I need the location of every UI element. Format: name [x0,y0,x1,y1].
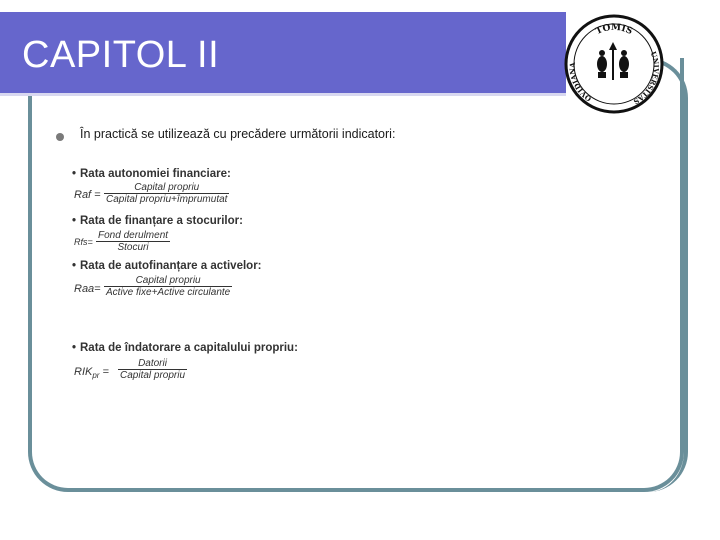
fraction-numerator: Capital propriu [104,275,232,287]
fraction-denominator: Active fixe+Active circulante [106,287,231,298]
indicator-fraction [104,182,229,205]
fraction-denominator: Stocuri [117,242,149,253]
indicator-fraction [118,358,187,381]
indicator-heading: • Rata de autofinanțare a activelor: [72,260,262,272]
indicator-lhs: Rfs= [74,237,93,247]
fraction-numerator: Datorii [118,358,187,370]
indicator-heading: • Rata de finanțare a stocurilor: [72,215,243,227]
lead-text: În practică se utilizează cu precădere următorii indicatori: [80,127,396,141]
indicator-lhs: Raa= [74,283,101,295]
fraction-denominator: Capital propriu+împrumutat [106,194,228,205]
title-underline [0,93,566,96]
seal-text-top: TOMIS [594,22,634,38]
slide-title: CAPITOL II [22,34,220,76]
indicator-fraction [104,275,232,298]
fraction-numerator: Fond derulment [98,230,169,241]
indicator-fraction [96,230,170,253]
indicator-heading: • Rata de îndatorare a capitalului propriu: [72,342,298,354]
indicator-lhs: $RIK_{pr}$ = [74,366,109,380]
university-seal-logo [562,12,666,116]
slide-frame-right [640,58,688,492]
fraction-numerator: Capital propriu [104,182,229,194]
fraction-denominator: Capital propriu [120,370,186,381]
bullet-icon [56,133,64,141]
seal-text-left: OVIDIANA [567,62,594,104]
indicator-heading: • Rata autonomiei financiare: [72,168,231,180]
indicator-lhs: Raf = [74,189,101,201]
seal-text-right: UNIVERSITAS [631,50,661,107]
